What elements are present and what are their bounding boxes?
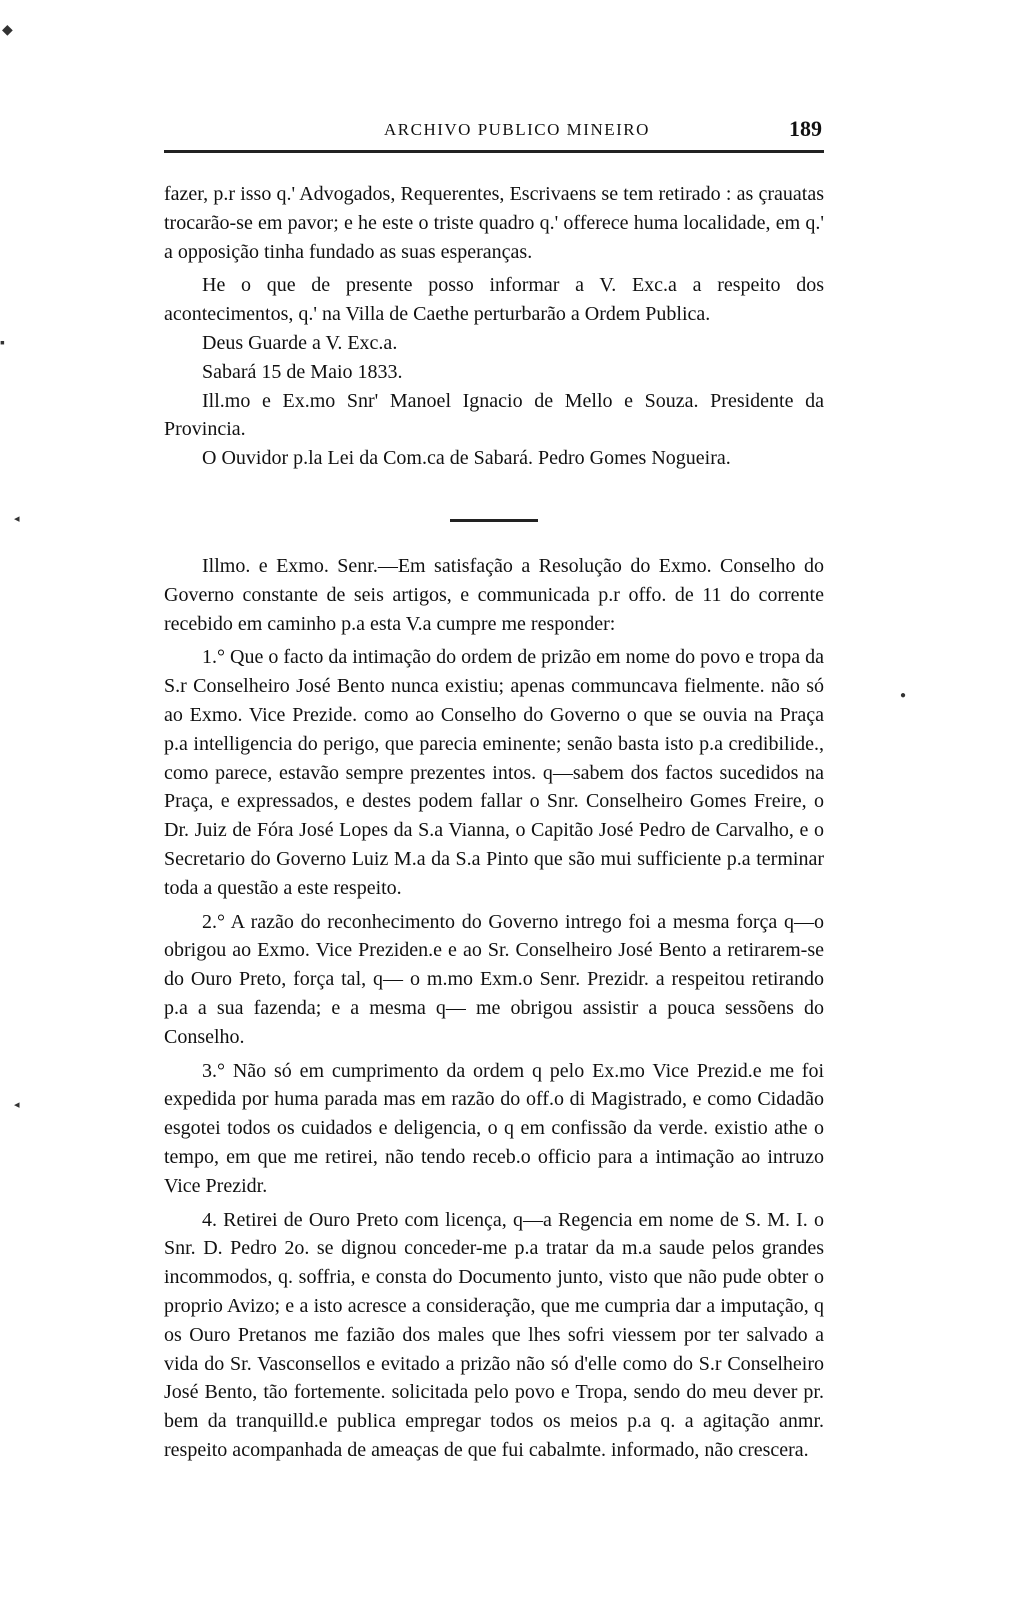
signature-line: O Ouvidor p.la Lei da Com.ca de Sabará. Pedro Gomes Nogueira. [202, 447, 731, 470]
addressee-line: Ill.mo e Ex.mo Snr' Manoel Ignacio de Mello e Souza. Presidente da Provincia. [164, 389, 824, 441]
scan-mark-dot: ● [900, 690, 907, 701]
scan-mark-arrow: ◂ [14, 1099, 20, 1111]
paragraph-opening: Illmo. e Exmo. Senr.—Em satisfação a Resolução do Exmo. Conselho do Governo constante de seis artigos, e communicada p.r offo. de 11 do corrente recebido em caminho p.a esta V.a cumpre me responder: [164, 555, 824, 635]
salutation-line: Deus Guarde a V. Exc.a. [202, 331, 398, 354]
date-line: Sabará 15 de Maio 1833. [202, 360, 403, 383]
page-header [164, 116, 822, 146]
letter-body-section [164, 552, 824, 1465]
paragraph-closing-text: fazer, p.r isso q.' Advogados, Requerentes, Escrivaens se tem retirado : as çrauatas trocarão-se em pavor; e he este o triste quadro q.' offerece huma localidade, em q.' a opposição tinha fundado as suas esperanças. [164, 183, 824, 263]
letter-closing-section [164, 180, 824, 473]
section-separator [450, 519, 538, 522]
running-title: ARCHIVO PUBLICO MINEIRO [384, 120, 650, 139]
scan-mark-arrow: ◂ [14, 513, 20, 525]
header-rule [164, 150, 824, 153]
paragraph-report-statement: He o que de presente posso informar a V. Exc.a a respeito dos acontecimentos, q.' na Villa de Caethe perturbarão a Ordem Publica. [164, 274, 824, 326]
paragraph-item-2: 2.° A razão do reconhecimento do Governo intrego foi a mesma força q—o obrigou ao Exmo. Vice Preziden.e e ao Sr. Conselheiro José Bento a retirarem-se do Ouro Preto, força tal, q— o m.mo Exm.o Senr. Prezidr. a respeitou retirando p.a a sua fazenda; e a mesma q— me obrigou assistir a pouca sessõens do Conselho. [164, 910, 824, 1048]
paragraph-item-3: 3.° Não só em cumprimento da ordem q pelo Ex.mo Vice Prezid.e me foi expedida por huma parada mas em razão do off.o di Magistrado, e como Cidadão esgotei todos os cuidados e deligencia, o q em confissão da verde. existio athe o tempo, em que me retirei, não tendo receb.o officio para a intimação ao intruzo Vice Prezidr. [164, 1059, 824, 1197]
paragraph-item-4: 4. Retirei de Ouro Preto com licença, q—a Regencia em nome de S. M. I. o Snr. D. Pedro 2o. se dignou conceder-me p.a tratar da m.a saude pelos grandes incommodos, q. soffria, e consta do Documento junto, visto que não pude obter o proprio Avizo; e a isto acresce a consideração, que me cumpria dar a imputação, q os Ouro Pretanos me fazião dos males que lhes sofri viessem por ter salvado a vida do Sr. Vasconsellos e evitado a prizão não só d'elle como do S.r Conselheiro José Bento, tão fortemente. solicitada pelo povo e Tropa, sendo do meu dever pr. bem da tranquilld.e publica empregar todos os meios p.a q. a agitação anmr. respeito acompanhada de ameaças de que fui cabalmte. informado, não crescera. [164, 1208, 824, 1461]
scan-mark-dot: ▪ [0, 336, 5, 351]
scan-mark-dot: ◆ [2, 23, 13, 38]
page-number: 189 [789, 116, 822, 141]
paragraph-item-1: 1.° Que o facto da intimação do ordem de prizão em nome do povo e tropa da S.r Conselheiro José Bento nunca existiu; apenas communcava fielmente. não só ao Exmo. Vice Prezide. como ao Conselho do Governo o que se ouvia na Praça p.a intelligencia do perigo, que parecia eminente; senão basta isto p.a credibilide., como parece, estavão sempre prezentes intos. q—sabem dos factos sucedidos na Praça, e expressados, e destes podem fallar o Snr. Conselheiro Gomes Freire, o Dr. Juiz de Fóra José Lopes da S.a Vianna, o Capitão José Pedro de Carvalho, e o Secretario do Governo Luiz M.a da S.a Pinto que são mui sufficiente p.a terminar toda a questão a este respeito. [164, 646, 824, 899]
